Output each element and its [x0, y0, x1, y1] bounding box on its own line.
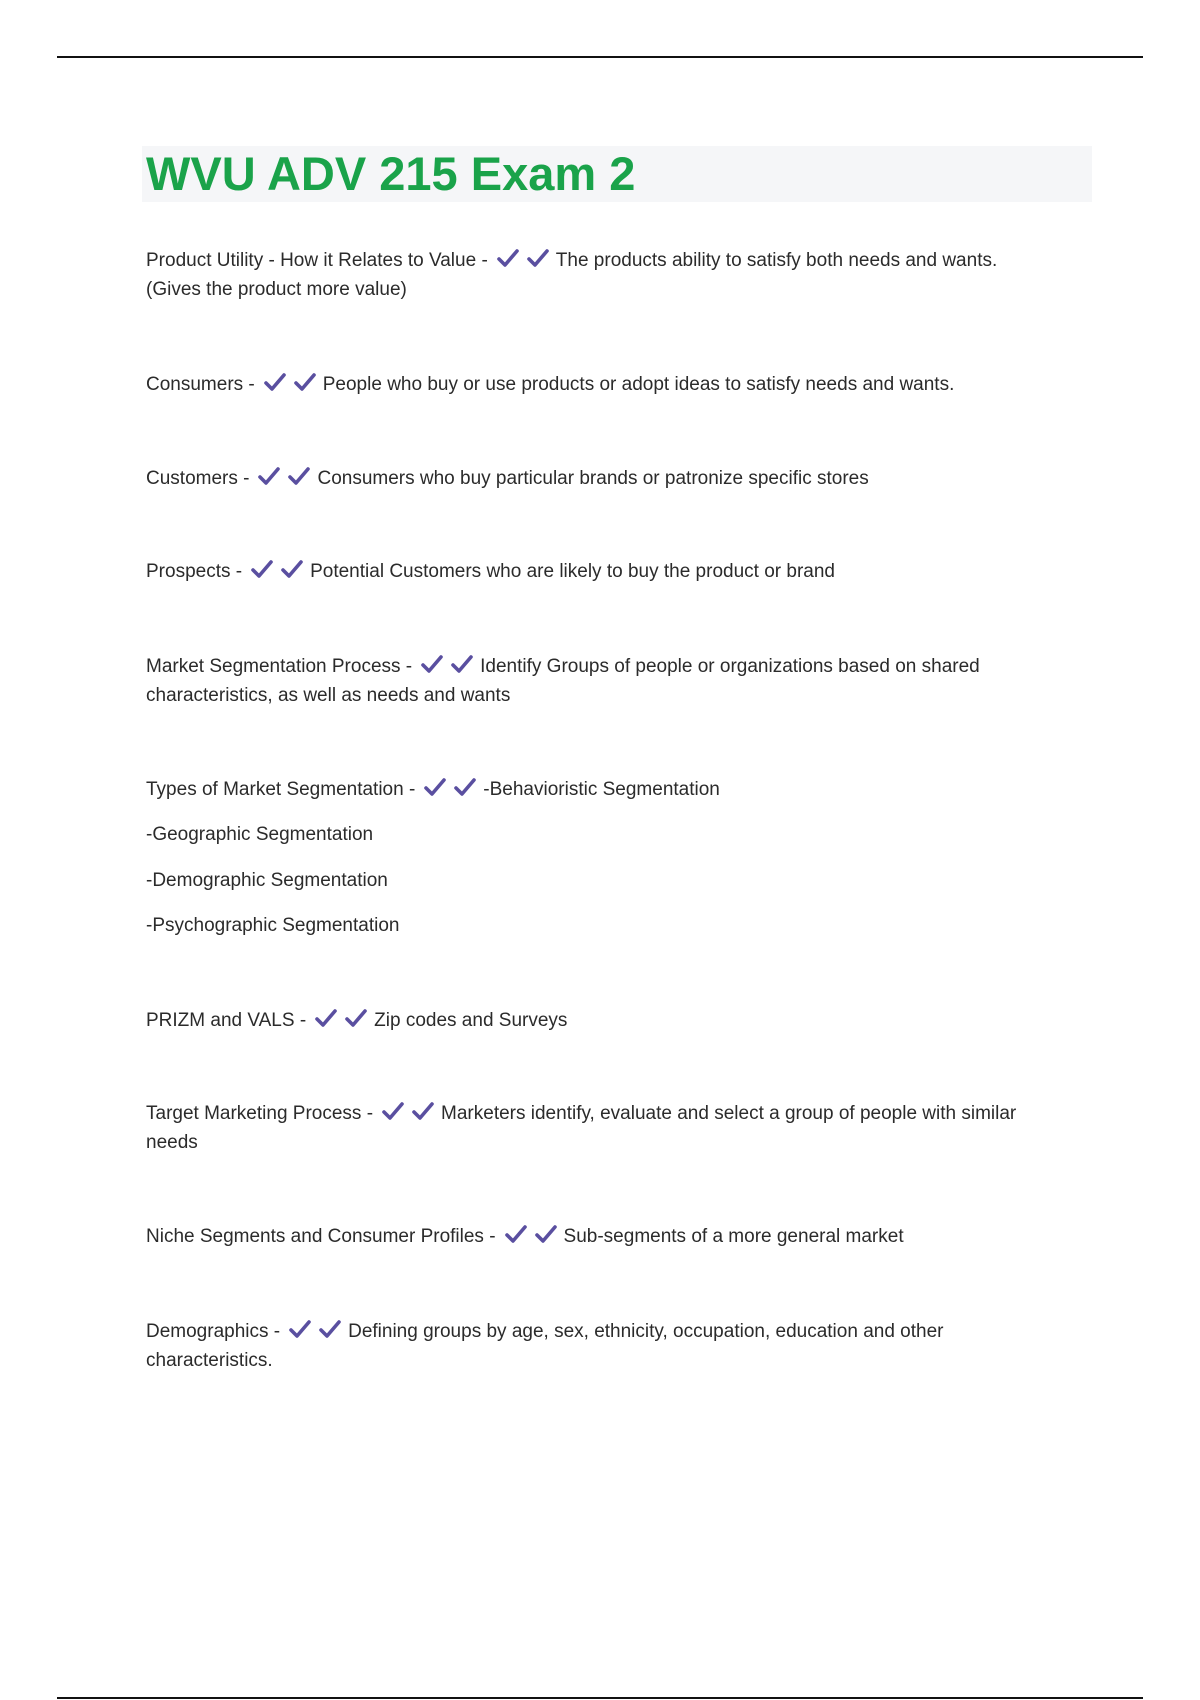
entry-term: Market Segmentation Process -: [146, 656, 413, 677]
entry-definition: -Behavioristic Segmentation: [483, 779, 720, 800]
top-rule: [57, 56, 1143, 58]
checkmark-icon: [496, 248, 520, 270]
entry-definition: People who buy or use products or adopt ideas to satisfy needs and wants.: [322, 374, 955, 395]
checkmark-icon: [381, 1101, 405, 1123]
checkmark-icon: [423, 777, 447, 799]
entry-continuation: (Gives the product more value): [146, 279, 407, 300]
checkmark-icon: [288, 1319, 312, 1341]
segmentation-type-item: -Demographic Segmentation: [146, 870, 388, 891]
checkmark-icon: [314, 1008, 338, 1030]
entry-definition: Marketers identify, evaluate and select a group of people with similar: [441, 1103, 1017, 1124]
entry-term: Target Marketing Process -: [146, 1103, 374, 1124]
entry-term: Niche Segments and Consumer Profiles -: [146, 1226, 496, 1247]
entry-definition: The products ability to satisfy both needs and wants.: [555, 250, 998, 271]
checkmark-icon: [420, 654, 444, 676]
qa-entry-target-marketing-process: [146, 1099, 1086, 1157]
checkmark-icon: [318, 1319, 342, 1341]
entry-continuation: needs: [146, 1132, 198, 1153]
checkmark-icon: [453, 777, 477, 799]
checkmark-icon: [344, 1008, 368, 1030]
checkmark-icon: [287, 466, 311, 488]
checkmark-icon: [450, 654, 474, 676]
qa-entry-prospects: [146, 557, 1086, 586]
entry-definition: Consumers who buy particular brands or patronize specific stores: [317, 468, 869, 489]
entry-definition: Sub-segments of a more general market: [563, 1226, 904, 1247]
entry-term: Types of Market Segmentation -: [146, 779, 416, 800]
entry-definition: Identify Groups of people or organizations based on shared: [480, 656, 980, 677]
checkmark-icon: [263, 372, 287, 394]
entry-term: Customers -: [146, 468, 250, 489]
checkmark-icon: [257, 466, 281, 488]
qa-entry-consumers: [146, 370, 1086, 399]
segmentation-type-item: -Geographic Segmentation: [146, 824, 374, 845]
entry-continuation: characteristics.: [146, 1350, 273, 1371]
bottom-rule: [57, 1697, 1143, 1699]
entry-term: Consumers -: [146, 374, 255, 395]
entry-term: Demographics -: [146, 1321, 281, 1342]
entry-definition: Defining groups by age, sex, ethnicity, occupation, education and other: [348, 1321, 944, 1342]
checkmark-icon: [293, 372, 317, 394]
document-title: WVU ADV 215 Exam 2: [146, 147, 636, 200]
checkmark-icon: [250, 559, 274, 581]
qa-entry-market-segmentation-process: [146, 652, 1086, 710]
qa-entry-niche-segments: [146, 1222, 1086, 1251]
checkmark-icon: [504, 1224, 528, 1246]
qa-entry-types-of-market-segmentation: [146, 775, 1086, 940]
entry-definition: Potential Customers who are likely to buy the product or brand: [310, 561, 835, 582]
checkmark-icon: [280, 559, 304, 581]
entry-definition: Zip codes and Surveys: [374, 1010, 568, 1031]
qa-entry-product-utility: [146, 246, 1086, 304]
checkmark-icon: [534, 1224, 558, 1246]
checkmark-icon: [411, 1101, 435, 1123]
entry-term: Prospects -: [146, 561, 243, 582]
checkmark-icon: [526, 248, 550, 270]
qa-entry-prizm-and-vals: [146, 1006, 1086, 1035]
entry-term: PRIZM and VALS -: [146, 1010, 307, 1031]
segmentation-type-item: -Psychographic Segmentation: [146, 915, 400, 936]
qa-entry-customers: [146, 464, 1086, 493]
entry-continuation: characteristics, as well as needs and wants: [146, 685, 511, 706]
entry-term: Product Utility - How it Relates to Value -: [146, 250, 488, 271]
qa-entry-demographics: [146, 1317, 1086, 1375]
